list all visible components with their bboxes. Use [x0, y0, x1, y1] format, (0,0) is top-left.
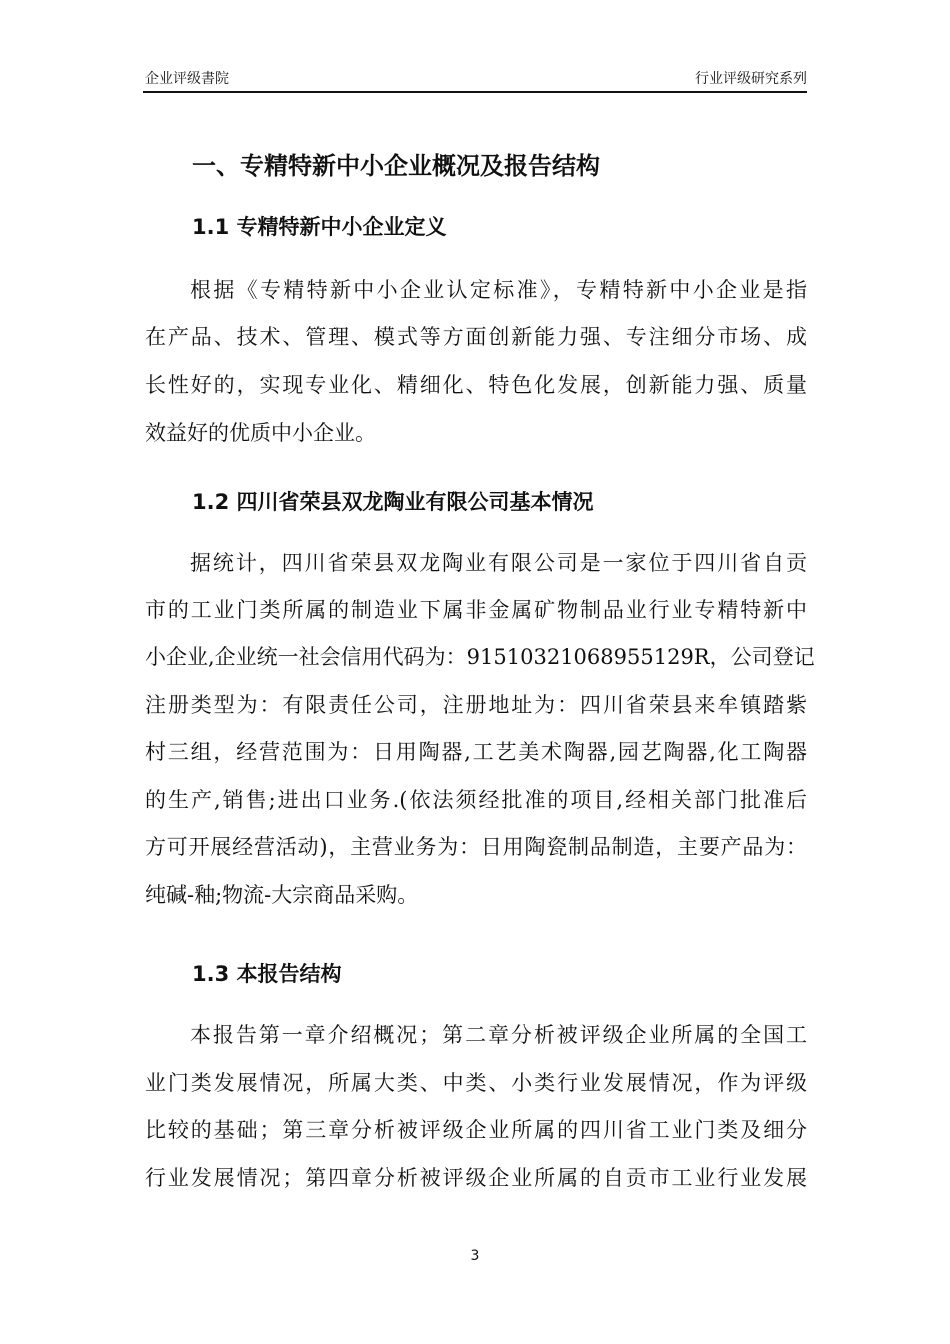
body-line: 长性好的，实现专业化、精细化、特色化发展，创新能力强、质量 [145, 373, 807, 397]
body-line: 行业发展情况；第四章分析被评级企业所属的自贡市工业行业发展 [145, 1166, 807, 1190]
body-line: 本报告第一章介绍概况；第二章分析被评级企业所属的全国工 [190, 1023, 807, 1047]
body-line: 方可开展经营活动)，主营业务为：日用陶瓷制品制造，主要产品为： [145, 835, 807, 859]
body-line: 的生产,销售;进出口业务.(依法须经批准的项目,经相关部门批准后 [145, 788, 807, 812]
section-heading: 1.1 专精特新中小企业定义 [192, 215, 447, 239]
section-heading: 1.2 四川省荣县双龙陶业有限公司基本情况 [192, 490, 594, 514]
body-line: 市的工业门类所属的制造业下属非金属矿物制品业行业专精特新中 [145, 598, 807, 622]
header-rule [143, 91, 807, 93]
body-line: 根据《专精特新中小企业认定标准》，专精特新中小企业是指 [190, 278, 807, 302]
body-line: 注册类型为：有限责任公司，注册地址为：四川省荣县来牟镇踏紫 [145, 693, 807, 717]
body-line: 业门类发展情况，所属大类、中类、小类行业发展情况，作为评级 [145, 1071, 807, 1095]
body-line: 在产品、技术、管理、模式等方面创新能力强、专注细分市场、成 [145, 325, 807, 349]
page-number: 3 [470, 1248, 480, 1264]
body-line: 村三组，经营范围为：日用陶器,工艺美术陶器,园艺陶器,化工陶器 [145, 740, 807, 764]
section-heading: 1.3 本报告结构 [192, 962, 342, 986]
body-line: 据统计，四川省荣县双龙陶业有限公司是一家位于四川省自贡 [190, 551, 807, 575]
header-left: 企业评级書院 [145, 71, 229, 87]
header-right: 行业评级研究系列 [695, 71, 807, 87]
body-line: 小企业,企业统一社会信用代码为：91510321068955129R，公司登记 [145, 645, 815, 669]
body-line: 效益好的优质中小企业。 [145, 421, 376, 445]
body-line: 比较的基础；第三章分析被评级企业所属的四川省工业门类及细分 [145, 1118, 807, 1142]
body-line: 纯碱-釉;物流-大宗商品采购。 [145, 883, 419, 907]
chapter-title: 一、专精特新中小企业概况及报告结构 [192, 152, 600, 180]
